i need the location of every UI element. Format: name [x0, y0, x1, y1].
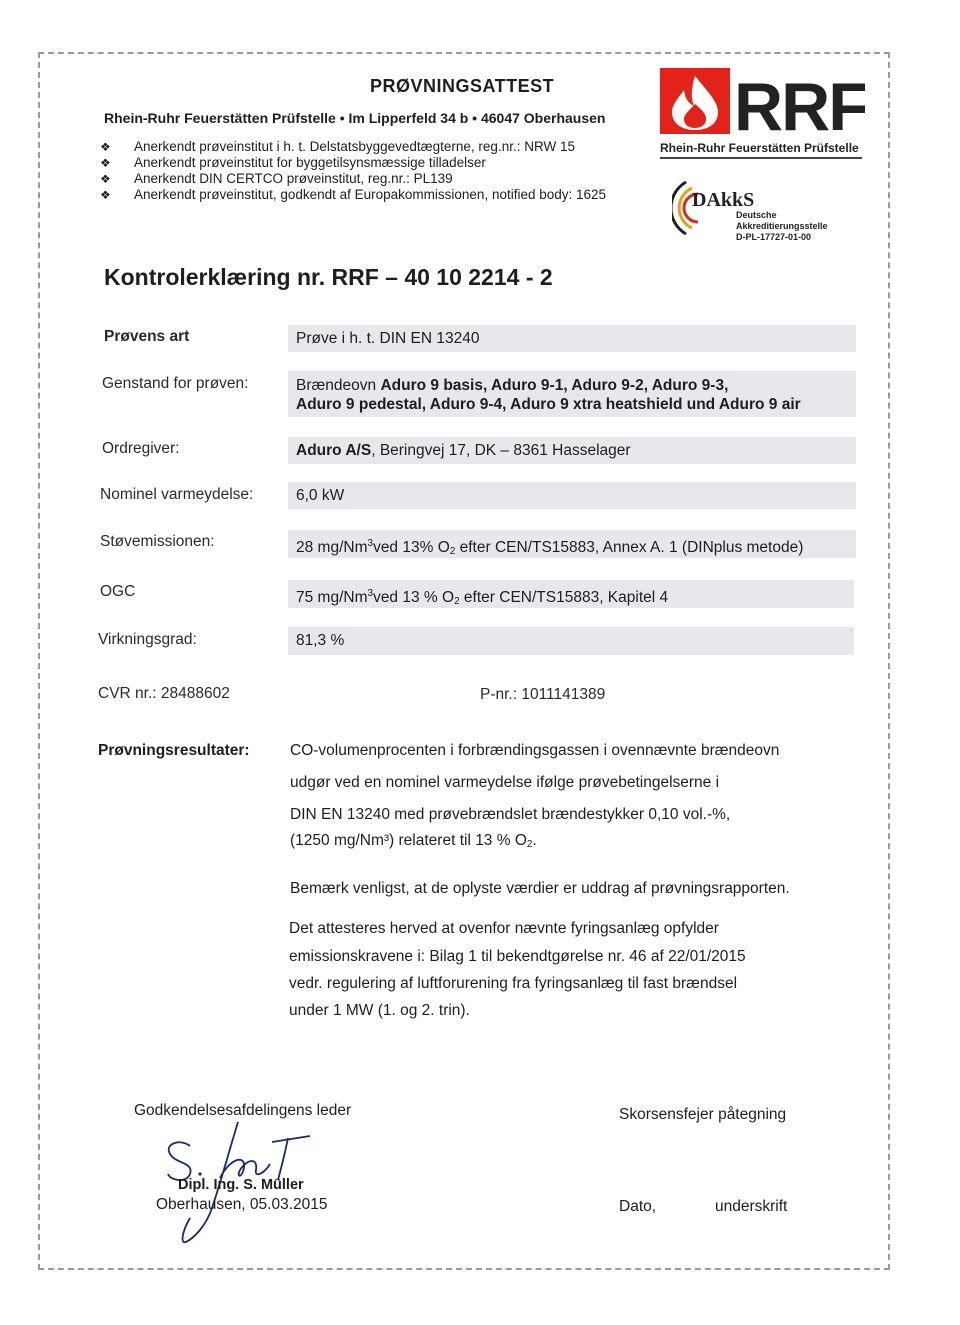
field-label-efficiency: Virkningsgrad:: [98, 631, 197, 648]
results-line: udgør ved en nominel varmeydelse ifølge prøvebetingelserne i: [290, 774, 720, 791]
attestation-line: Det attesteres herved at ovenfor nævnte fyringsanlæg opfylder: [289, 920, 719, 937]
list-item: ❖ Anerkendt prøveinstitut, godkendt af Europakommissionen, notified body: 1625: [100, 187, 607, 202]
attestation-line: under 1 MW (1. og 2. trin).: [289, 1002, 470, 1019]
p-number: P-nr.: 1011141389: [480, 686, 606, 703]
diamond-dots-icon: ❖: [100, 188, 111, 202]
attestation-line: emissionskravene i: Bilag 1 til bekendtgørelse nr. 46 af 22/01/2015: [289, 948, 746, 965]
svg-text:Akkreditierungsstelle: Akkreditierungsstelle: [736, 221, 828, 231]
list-item: ❖ Anerkendt prøveinstitut for byggetilsynsmæssige tilladelser: [100, 155, 486, 170]
diamond-dots-icon: ❖: [100, 156, 111, 170]
field-value-efficiency: 81,3 %: [288, 627, 854, 655]
field-label-type: Prøvens art: [104, 328, 190, 345]
results-label: Prøvningsresultater:: [98, 742, 250, 759]
field-label-dust: Støvemissionen:: [100, 533, 215, 550]
list-item: ❖ Anerkendt prøveinstitut i h. t. Delstatsbyggevedtægterne, reg.nr.: NRW 15: [100, 139, 575, 154]
signature-label: underskrift: [715, 1198, 788, 1215]
field-value-object: Brændeovn Aduro 9 basis, Aduro 9-1, Aduro 9-2, Aduro 9-3, Aduro 9 pedestal, Aduro 9-4, Aduro 9 xtra heatshield und Aduro 9 air: [288, 371, 856, 417]
approver-title: Godkendelsesafdelingens leder: [134, 1102, 352, 1119]
results-line: DIN EN 13240 med prøvebrændslet brændestykker 0,10 vol.-%,: [290, 806, 731, 823]
svg-text:RRF: RRF: [734, 69, 865, 138]
attestation-line: vedr. regulering af luftforurening fra fyringsanlæg til fast brændsel: [289, 975, 738, 992]
accreditation-list: [100, 139, 606, 203]
field-value-dust: 28 mg/Nm$^3$ved 13% $O_2$ efter CEN/TS15883, Annex A. 1 (DINplus metode): [288, 530, 856, 558]
divider: [660, 157, 862, 159]
field-label-client: Ordregiver:: [102, 440, 180, 457]
field-label-ogc: OGC: [100, 583, 136, 600]
results-line: (1250 mg/Nm³) relateret til 13 % $O_2$.: [290, 832, 537, 850]
svg-text:D-PL-17727-01-00: D-PL-17727-01-00: [736, 232, 812, 242]
field-value-type: Prøve i h. t. DIN EN 13240: [288, 325, 856, 352]
results-line: CO-volumenprocenten i forbrændingsgassen i ovennævnte brændeovn: [290, 742, 780, 759]
field-value-output: 6,0 kW: [288, 482, 856, 509]
field-value-client: Aduro A/S, Beringvej 17, DK – 8361 Hasselager: [288, 437, 856, 464]
diamond-dots-icon: ❖: [100, 172, 111, 186]
diamond-dots-icon: ❖: [100, 140, 111, 154]
rrf-flame-icon: [660, 66, 865, 138]
svg-text:DAkkS: DAkkS: [692, 189, 755, 211]
rrf-subtitle: Rhein-Ruhr Feuerstätten Prüfstelle: [660, 141, 859, 155]
list-item: ❖ Anerkendt DIN CERTCO prøveinstitut, reg.nr.: PL139: [100, 171, 453, 186]
institute-address: Rhein-Ruhr Feuerstätten Prüfstelle • Im Lipperfeld 34 b • 46047 Oberhausen: [104, 110, 606, 126]
dakks-arc-icon: [672, 178, 842, 248]
document-title: PRØVNINGSATTEST: [370, 76, 555, 96]
results-note: Bemærk venligst, at de oplyste værdier er uddrag af prøvningsrapporten.: [290, 880, 790, 897]
chimney-sweep-title: Skorsensfejer påtegning: [619, 1106, 787, 1123]
svg-text:Deutsche: Deutsche: [736, 210, 777, 220]
signer-name: Dipl. Ing. S. Müller: [178, 1177, 304, 1193]
date-label: Dato,: [619, 1198, 657, 1215]
dakks-logo: [672, 178, 842, 253]
rrf-logo: [660, 66, 865, 143]
field-label-object: Genstand for prøven:: [102, 375, 249, 392]
field-label-output: Nominel varmeydelse:: [100, 486, 254, 503]
field-value-ogc: 75 mg/Nm$^3$ved 13 % $O_2$ efter CEN/TS15883, Kapitel 4: [288, 580, 854, 608]
cvr-number: CVR nr.: 28488602: [98, 685, 230, 702]
place-date: Oberhausen, 05.03.2015: [156, 1196, 328, 1213]
declaration-title: Kontrolerklæring nr. RRF – 40 10 2214 - 2: [104, 264, 553, 290]
